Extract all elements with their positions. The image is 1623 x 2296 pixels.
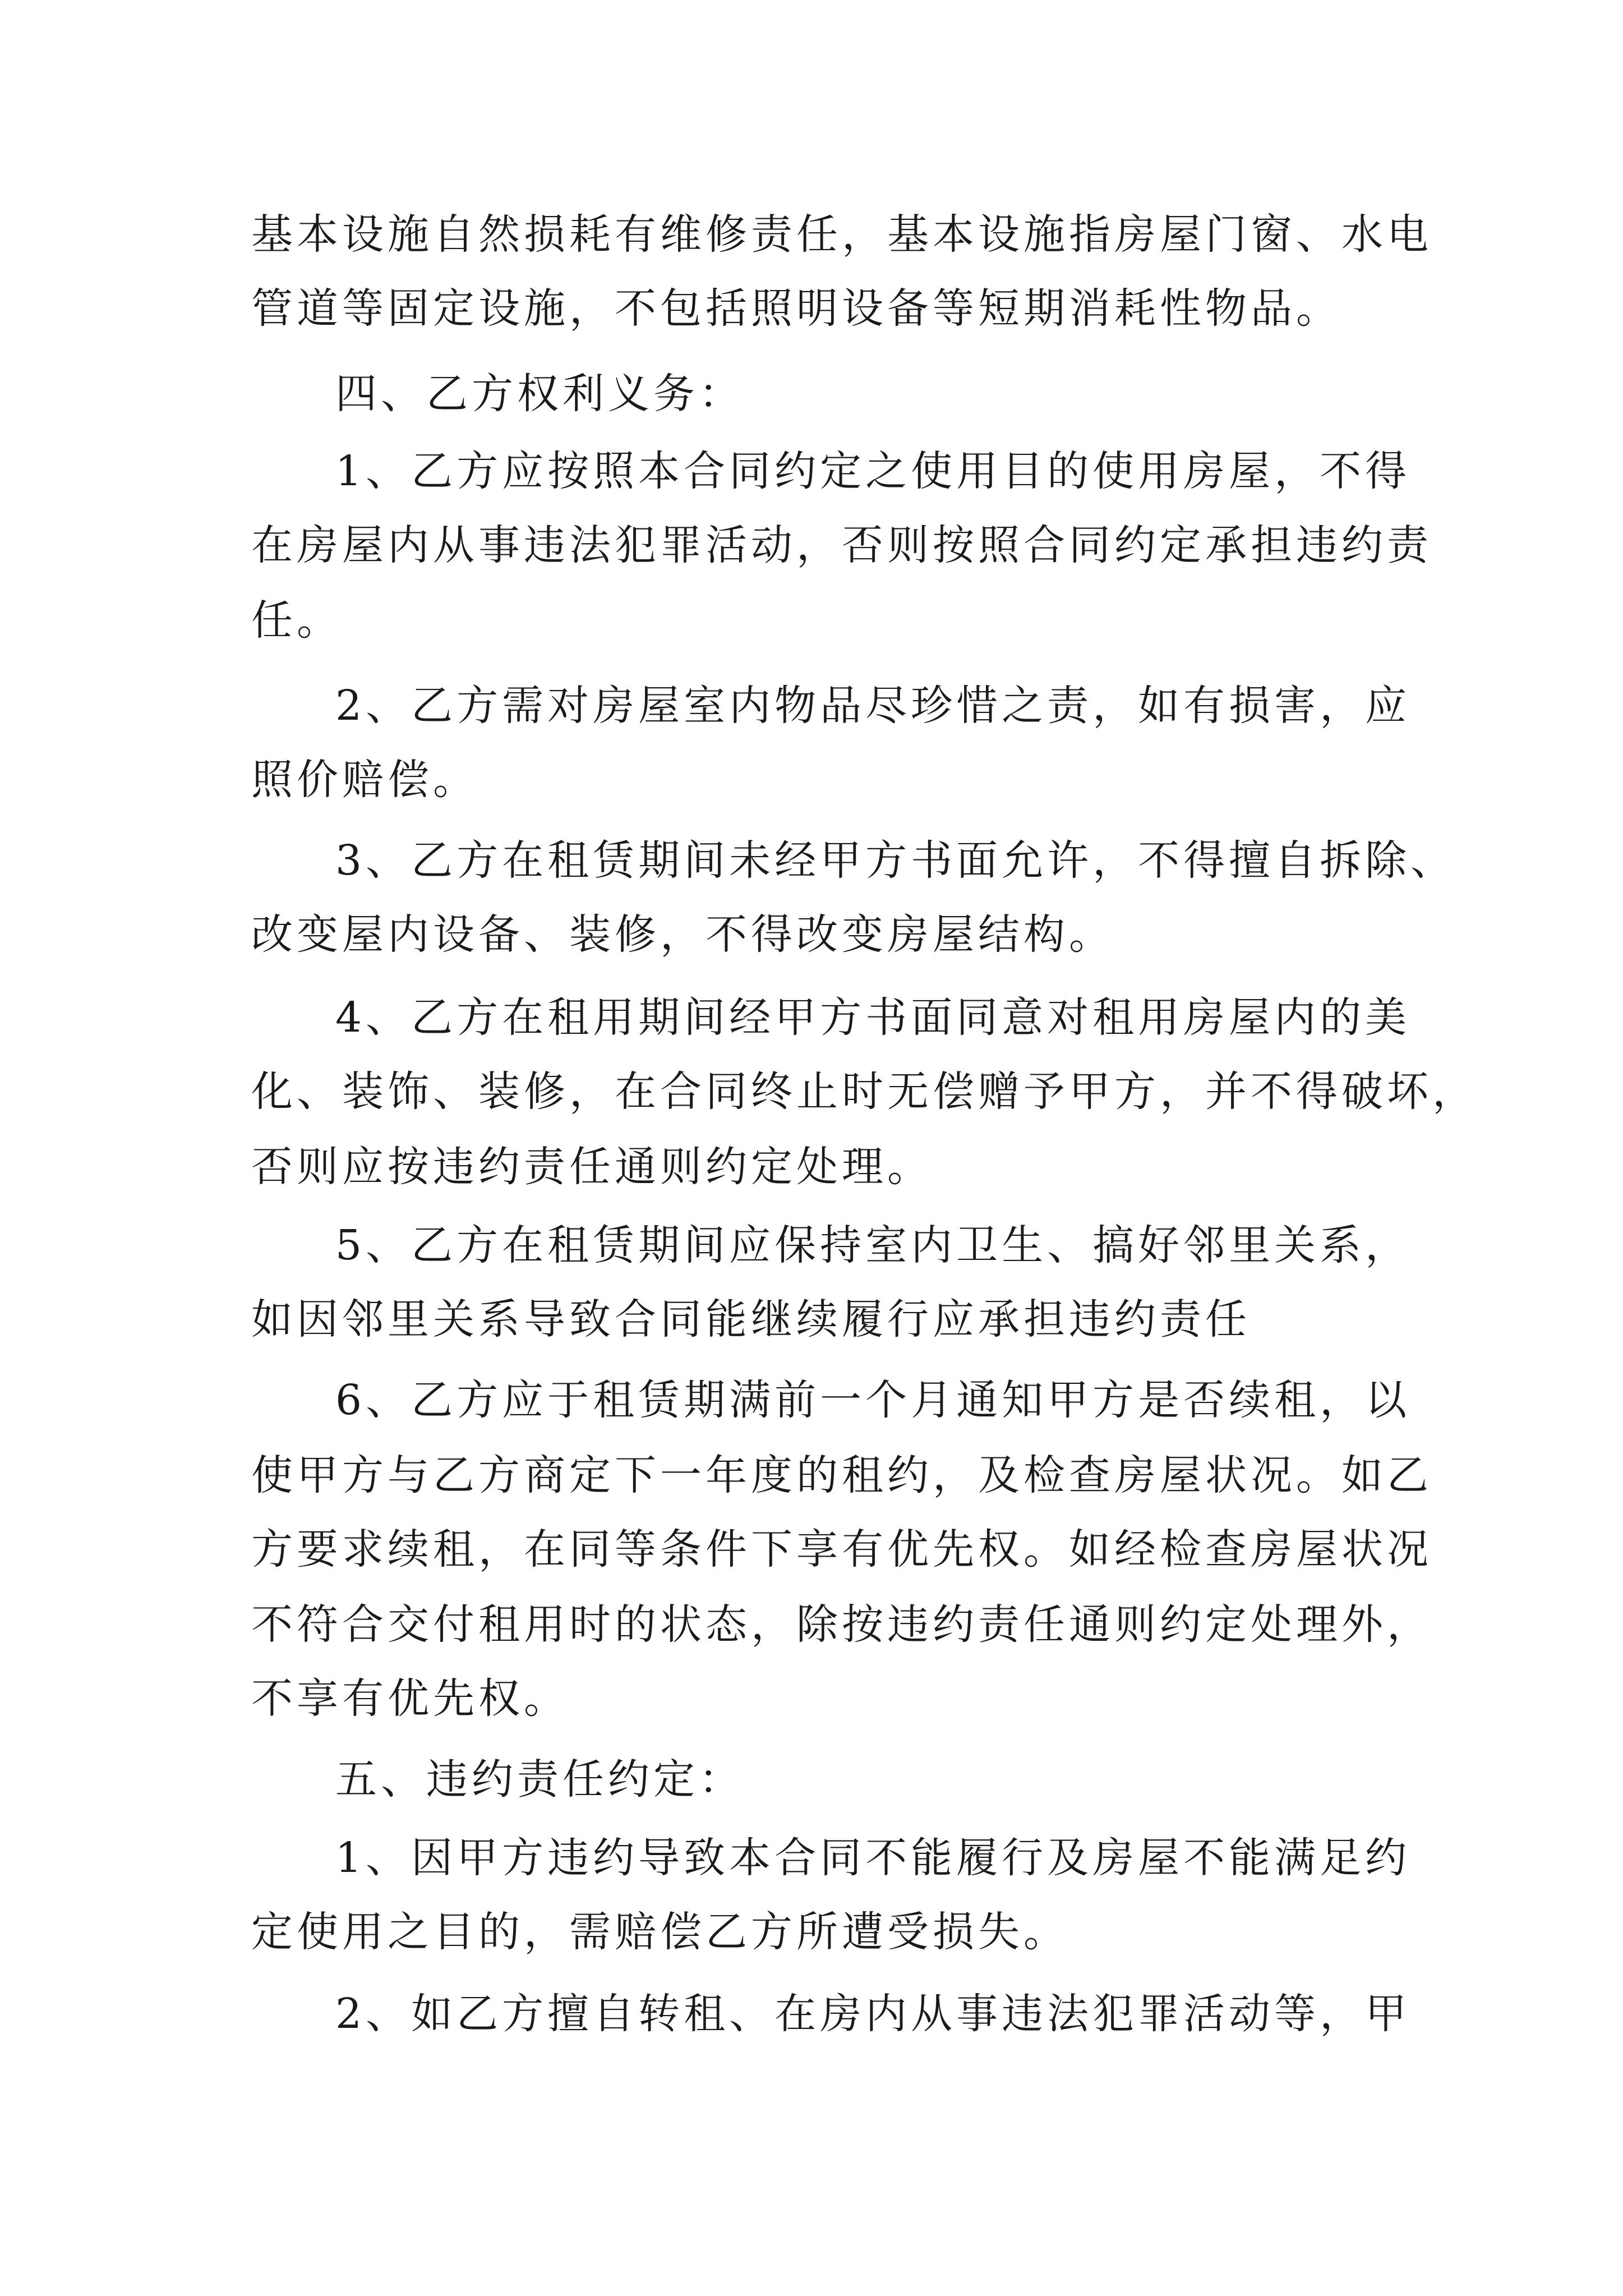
text-line: 如因邻里关系导致合同能继续履行应承担违约责任 bbox=[251, 1295, 1251, 1343]
text-line: 5、乙方在租赁期间应保持室内卫生、搞好邻里关系， bbox=[335, 1221, 1411, 1269]
text-line: 4、乙方在租用期间经甲方书面同意对租用房屋内的美 bbox=[335, 993, 1411, 1042]
text-line: 3、乙方在租赁期间未经甲方书面允许，不得擅自拆除、 bbox=[335, 836, 1456, 885]
text-line: 否则应按违约责任通则约定处理。 bbox=[251, 1143, 933, 1191]
section-heading: 四、乙方权利义务： bbox=[335, 370, 744, 418]
text-line: 改变屋内设备、装修，不得改变房屋结构。 bbox=[251, 910, 1114, 959]
text-line: 照价赔偿。 bbox=[251, 756, 478, 804]
text-line: 任。 bbox=[251, 596, 342, 645]
text-line: 在房屋内从事违法犯罪活动，否则按照合同约定承担违约责 bbox=[251, 521, 1432, 569]
text-line: 1、因甲方违约导致本合同不能履行及房屋不能满足约 bbox=[335, 1834, 1411, 1882]
text-line: 方要求续租，在同等条件下享有优先权。如经检查房屋状况 bbox=[251, 1525, 1432, 1573]
text-line: 2、如乙方擅自转租、在房内从事违法犯罪活动等，甲 bbox=[335, 1990, 1411, 2038]
text-line: 管道等固定设施，不包括照明设备等短期消耗性物品。 bbox=[251, 284, 1341, 333]
text-line: 2、乙方需对房屋室内物品尽珍惜之责，如有损害，应 bbox=[335, 682, 1411, 730]
text-line: 化、装饰、装修，在合同终止时无偿赠予甲方，并不得破坏， bbox=[251, 1068, 1478, 1116]
text-line: 6、乙方应于租赁期满前一个月通知甲方是否续租，以 bbox=[335, 1376, 1411, 1424]
text-line: 1、乙方应按照本合同约定之使用目的使用房屋，不得 bbox=[335, 447, 1411, 495]
text-line: 不符合交付租用时的状态，除按违约责任通则约定处理外， bbox=[251, 1600, 1432, 1649]
section-heading: 五、违约责任约定： bbox=[335, 1755, 744, 1803]
text-line: 基本设施自然损耗有维修责任，基本设施指房屋门窗、水电 bbox=[251, 210, 1432, 259]
text-line: 不享有优先权。 bbox=[251, 1674, 569, 1723]
text-line: 定使用之目的，需赔偿乙方所遭受损失。 bbox=[251, 1908, 1069, 1956]
text-line: 使甲方与乙方商定下一年度的租约，及检查房屋状况。如乙 bbox=[251, 1451, 1432, 1499]
